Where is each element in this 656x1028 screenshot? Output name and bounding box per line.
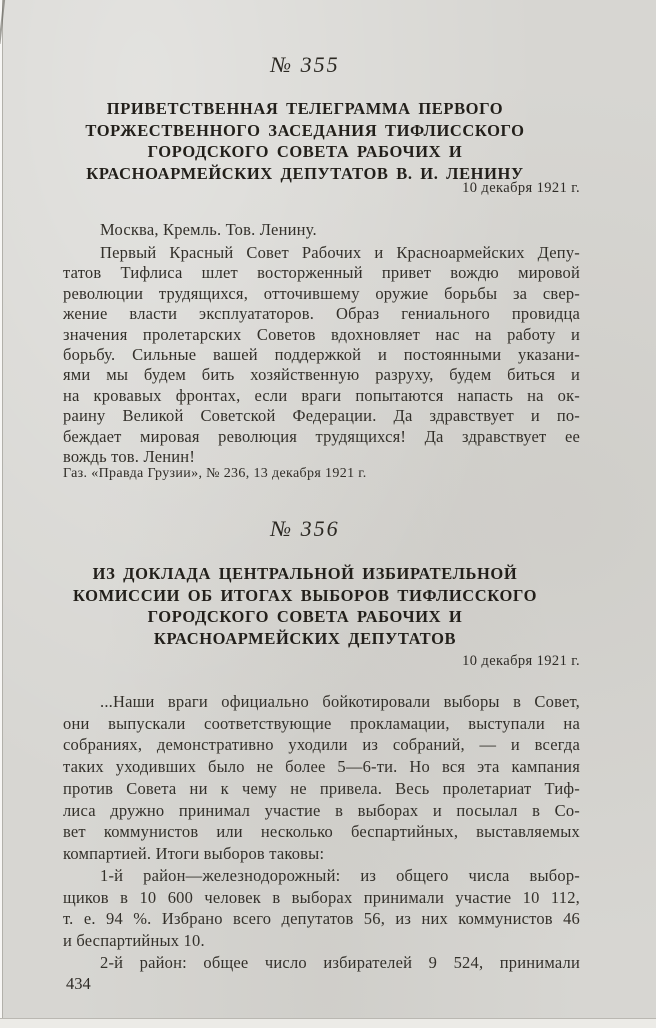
- text-line: компартией. Итоги выборов таковы:: [63, 843, 325, 863]
- text-line: ГОРОДСКОГО СОВЕТА РАБОЧИХ И: [147, 607, 463, 626]
- text-line: щиков в 10 600 человек в выборах принимали участие 10 112,: [63, 887, 580, 907]
- doc-356-number: № 356: [270, 516, 340, 541]
- doc-356-paragraph-3: [63, 952, 580, 974]
- text-line: ПРИВЕТСТВЕННАЯ ТЕЛЕГРАММА ПЕРВОГО: [106, 99, 504, 118]
- text-line: ИЗ ДОКЛАДА ЦЕНТРАЛЬНОЙ ИЗБИРАТЕЛЬНОЙ: [92, 564, 518, 583]
- text-line: 1-й район—железнодорожный: из общего числа выбор-: [100, 866, 580, 885]
- doc-355-title: [40, 98, 570, 184]
- text-line: КОМИССИИ ОБ ИТОГАХ ВЫБОРОВ ТИФЛИССКОГО: [72, 585, 538, 605]
- doc-356-date: 10 декабря 1921 г.: [462, 653, 580, 669]
- text-line: Первый Красный Совет Рабочих и Красноармейских Депу-: [100, 243, 580, 262]
- text-line: раину Великой Советской Федерации. Да здравствует и по-: [63, 406, 580, 426]
- text-line: КРАСНОАРМЕЙСКИХ ДЕПУТАТОВ В. И. ЛЕНИНУ: [86, 163, 524, 183]
- doc-356-paragraph-1: [63, 691, 580, 865]
- text-line: татов Тифлиса шлет восторженный привет вождю мировой: [63, 263, 580, 283]
- text-line: они выпускали соответствующие прокламации, выступали на: [63, 713, 580, 733]
- page-number: 434: [66, 974, 91, 993]
- text-line: т. е. 94 %. Избрано всего депутатов 56, из них коммунистов 46: [63, 909, 580, 929]
- text-line: ТОРЖЕСТВЕННОГО ЗАСЕДАНИЯ ТИФЛИССКОГО: [85, 120, 525, 140]
- doc-356-title: [40, 563, 570, 649]
- text-line: КРАСНОАРМЕЙСКИХ ДЕПУТАТОВ: [153, 628, 457, 648]
- text-line: собраниях, демонстративно уходили из собраний, — и всегда: [63, 735, 580, 755]
- doc-356-paragraph-2: [63, 865, 580, 952]
- text-line: революции трудящихся, отточившему оружие борьбы за свер-: [63, 283, 580, 303]
- page-bottom-edge: [0, 1018, 656, 1028]
- doc-355-paragraph: [63, 243, 580, 467]
- text-line: ...Наши враги официально бойкотировали выборы в Совет,: [100, 692, 580, 711]
- page-left-edge: [0, 0, 4, 1028]
- text-line: ями мы будем бить хозяйственную разруху, будем биться и: [63, 365, 580, 385]
- text-line: Москва, Кремль. Тов. Ленину.: [100, 220, 317, 239]
- text-line: жение власти эксплуататоров. Образ гениального провидца: [63, 304, 580, 324]
- doc-355-salutation: [63, 220, 580, 240]
- text-line: на кровавых фронтах, если враги попытаются напасть на ок-: [63, 385, 580, 405]
- doc-355-source-citation: Газ. «Правда Грузии», № 236, 13 декабря 1921 г.: [63, 466, 367, 481]
- doc-355-number: № 355: [270, 52, 340, 77]
- text-line: значения пролетарских Советов вдохновляет нас на работу и: [63, 324, 580, 344]
- text-line: таких уходивших было не более 5—6-ти. Но вся эта кампания: [63, 757, 580, 777]
- text-line: против Совета ни к чему не привела. Весь пролетариат Тиф-: [63, 778, 580, 798]
- text-line: вождь тов. Ленин!: [63, 447, 196, 467]
- text-line: борьбу. Сильные вашей поддержкой и постоянными указани-: [63, 345, 580, 365]
- text-line: вет коммунистов или несколько беспартийных, выставляемых: [63, 822, 580, 842]
- doc-355-date: 10 декабря 1921 г.: [462, 180, 580, 196]
- text-line: 2-й район: общее число избирателей 9 524, принимали: [100, 953, 580, 972]
- text-line: лиса дружно принимал участие в выборах и посылал в Со-: [63, 800, 580, 820]
- text-line: и беспартийных 10.: [63, 931, 205, 951]
- text-line: ГОРОДСКОГО СОВЕТА РАБОЧИХ И: [147, 142, 463, 161]
- text-line: беждает мировая революция трудящихся! Да здравствует ее: [63, 426, 580, 446]
